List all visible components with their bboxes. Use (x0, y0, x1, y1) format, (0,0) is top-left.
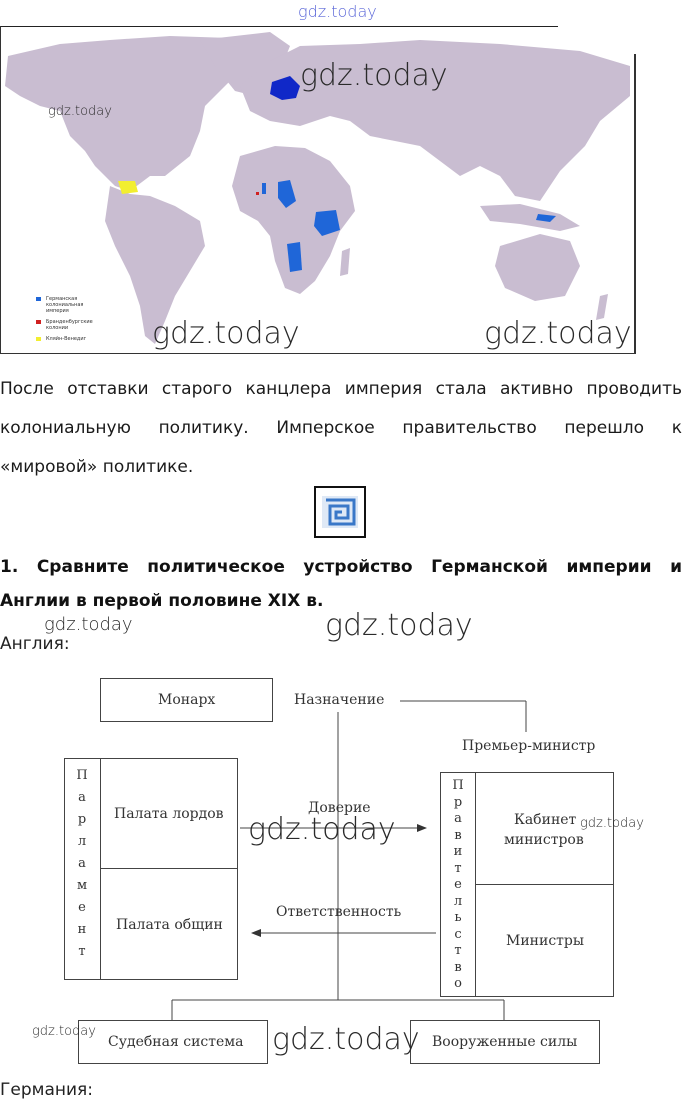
legend-item (36, 296, 106, 314)
map-border-right (634, 54, 636, 354)
england-diagram (0, 660, 682, 1080)
watermark-top: gdz.today (298, 2, 377, 21)
parliament-letter: н (77, 922, 87, 937)
watermark: gdz.today (248, 812, 396, 847)
watermark: gdz.today (32, 1024, 96, 1039)
legend-item (36, 319, 106, 331)
australia (495, 234, 580, 301)
watermark: gdz.today (152, 316, 300, 351)
government-letter: е (454, 877, 462, 892)
legend-swatch (36, 297, 41, 301)
legend-swatch (36, 320, 41, 324)
ministers-label: Министры (506, 933, 585, 949)
question-line: Англии в первой половине XIX в. (0, 591, 324, 611)
government-letter: в (454, 827, 462, 843)
government-letter: П (452, 778, 464, 793)
parliament-letter: а (78, 790, 86, 805)
watermark: gdz.today (580, 816, 644, 831)
house-of-commons-label: Палата общин (116, 917, 223, 933)
se-asia (480, 204, 580, 231)
spiral-icon (314, 486, 366, 538)
house-of-lords-label: Палата лордов (114, 806, 224, 822)
government-letter: т (454, 860, 462, 876)
government-letter: т (454, 943, 462, 958)
appointment-label: Назначение (294, 692, 385, 708)
legend-swatch (36, 337, 41, 341)
watermark: gdz.today (484, 316, 632, 351)
government-letter: о (454, 976, 462, 991)
parliament-letter: л (77, 834, 87, 849)
cabinet-label-2: министров (504, 832, 584, 848)
legend-label: Германская колониальная империя (46, 296, 84, 314)
prime-minister-label: Премьер-министр (462, 738, 596, 754)
monarch-label: Монарх (158, 692, 216, 708)
paragraph-line: «мировой» политике. (0, 457, 194, 477)
parliament-letter: а (78, 856, 86, 871)
watermark: gdz.today (44, 614, 133, 635)
map-border-bottom (0, 353, 636, 354)
map-border-left (0, 26, 1, 354)
paragraph-line: После отставки старого канцлера империя стала активно проводить (0, 379, 682, 399)
watermark: gdz.today (300, 58, 448, 93)
parliament-letter: т (78, 944, 86, 959)
germany-label: Германия: (0, 1080, 93, 1100)
government-letter: с (454, 926, 462, 942)
government-letter: в (454, 959, 462, 975)
madagascar (340, 248, 350, 276)
parliament-letter: е (78, 900, 86, 915)
government-letter: а (454, 811, 462, 826)
paragraph-line: колониальную политику. Имперское правительство перешло к (0, 418, 682, 438)
england-label: Англия: (0, 634, 70, 654)
brandenburg-marker (256, 192, 259, 195)
question-line: 1. Сравните политическое устройство Германской империи и (0, 557, 682, 577)
paragraph (0, 370, 682, 487)
judicial-label: Судебная система (108, 1034, 244, 1050)
responsibility-label: Ответственность (276, 904, 402, 920)
legend-label: Кляйн-Венедиг (46, 336, 87, 342)
parliament-letter: р (77, 812, 87, 827)
government-letter: р (453, 794, 463, 810)
map-legend (36, 296, 106, 347)
cabinet-label-1: Кабинет (514, 812, 577, 828)
legend-label: Бранденбургские колонии (46, 319, 93, 331)
parliament-letter: П (76, 768, 88, 783)
armed-forces-label: Вооруженные силы (432, 1034, 578, 1050)
parliament-letter: м (76, 878, 88, 893)
government-letter: ь (454, 910, 462, 925)
legend-item (36, 336, 106, 342)
watermark: gdz.today (272, 1022, 420, 1057)
colony-togo (262, 183, 266, 194)
trust-label: Доверие (308, 800, 371, 816)
government-letter: и (453, 844, 463, 859)
watermark: gdz.today (325, 608, 473, 643)
government-letter: л (453, 893, 463, 909)
watermark: gdz.today (48, 104, 112, 119)
